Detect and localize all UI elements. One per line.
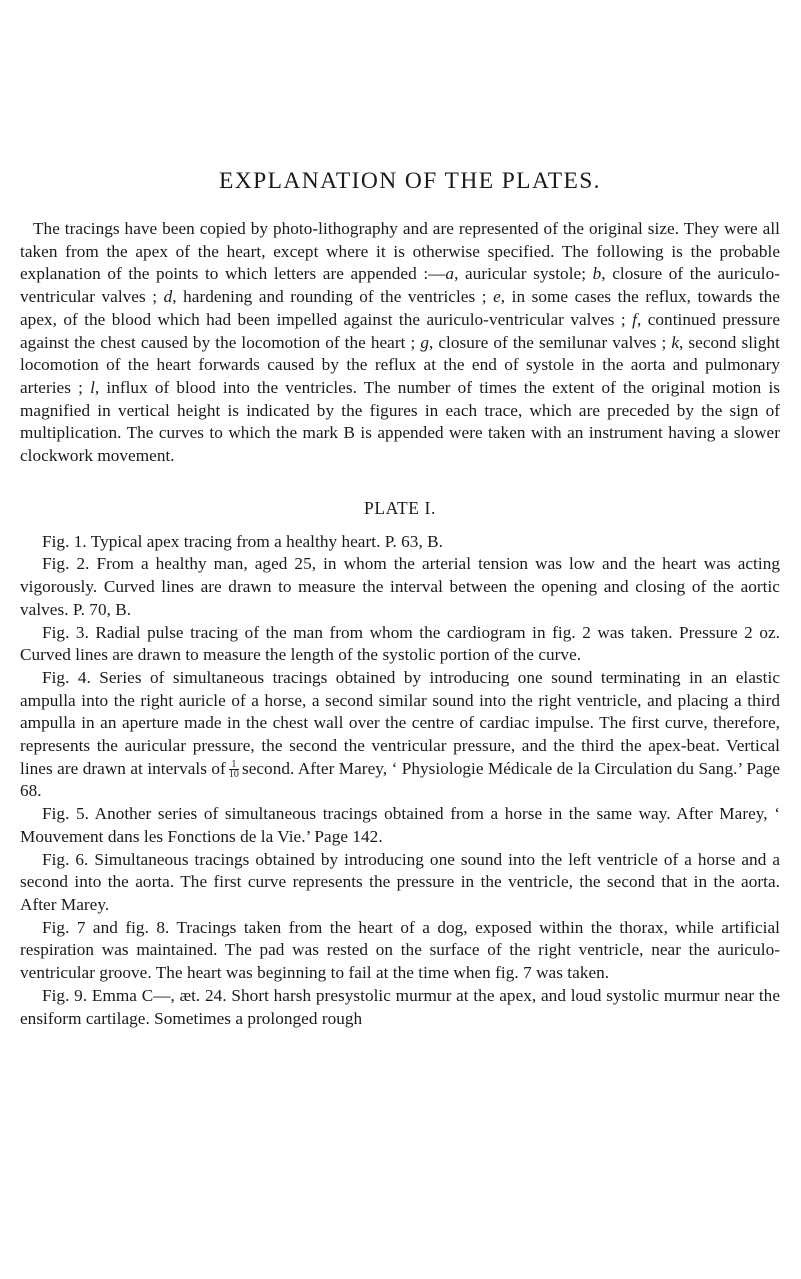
- fig-4-text: Fig. 4. Series of simultaneous tracings obtained by introducing one sound terminating in an elastic ampulla into the right auricle of a horse, a second similar sound into the right ventricle, and placing a third ampulla in an aperture made in the chest wall over the centre of cardiac impulse. The first curve, therefore, represents the auricular pressure, the second the ventricular pressure, and the third the apex-beat. Vertical lines are drawn at intervals of: [20, 667, 780, 778]
- document-page: [20, 168, 780, 1030]
- fig-9-caption: Fig. 9. Emma C—, æt. 24. Short harsh presystolic murmur at the apex, and loud systolic murmur near the ensiform cartilage. Sometimes a prolonged rough: [20, 985, 780, 1028]
- intro-text: , auricular systole;: [454, 264, 593, 284]
- intro-text: , influx of blood into the ventricles. The number of times the extent of the original motion is magnified in vertical height is indicated by the figures in each trace, which are preceded by the sign of multiplication. The curves to which the mark B is appended were taken with an instrument having a slower clockwork movement.: [20, 377, 781, 466]
- fig-3-caption: Fig. 3. Radial pulse tracing of the man from whom the cardiogram in fig. 2 was taken. Pressure 2 oz. Curved lines are drawn to measure the length of the systolic portion of the curve.: [20, 622, 780, 665]
- fig-6-caption: Fig. 6. Simultaneous tracings obtained by introducing one sound into the left ventricle of a horse and a second into the aorta. The first curve represents the pressure in the ventricle, the second that in the aorta. After Marey.: [20, 849, 780, 914]
- fig-4-caption: [20, 667, 780, 803]
- fraction-numerator: 1: [229, 760, 239, 770]
- letter-e: e: [493, 287, 501, 307]
- fraction-denominator: 10: [228, 769, 239, 781]
- fig-5-caption: Fig. 5. Another series of simultaneous tracings obtained from a horse in the same way. After Marey, ‘ Mouvement dans les Fonctions de la Vie.’ Page 142.: [20, 804, 780, 846]
- fig-4-text: second. After Marey, ‘ Physiologie Médicale de la Circulation du Sang.’ Page 68.: [20, 758, 780, 801]
- letter-l: l: [90, 377, 95, 397]
- intro-paragraph: [20, 218, 780, 468]
- fraction-one-tenth: [229, 760, 239, 779]
- letter-d: d: [163, 287, 173, 307]
- intro-text: The tracings have been copied by photo-lithography and are represented of the original size. They were all taken from the apex of the heart, except where it is otherwise specified. The following is the probable explanation of the points to which letters are appended :—: [20, 219, 780, 284]
- letter-k: k: [671, 332, 680, 352]
- letter-f: f: [632, 309, 637, 329]
- intro-text: , hardening and rounding of the ventricles ;: [172, 287, 494, 307]
- intro-text: , second slight locomotion of the heart forwards caused by the reflux at the end of systole in the aorta and pulmonary arteries ;: [20, 332, 780, 397]
- letter-g: g: [420, 332, 429, 352]
- intro-text: , continued pressure against the chest caused by the locomotion of the heart ;: [20, 309, 781, 352]
- intro-text: , in some cases the reflux, towards the apex, of the blood which had been impelled against the auriculo-ventricular valves ;: [20, 287, 780, 329]
- fig-1-caption: Fig. 1. Typical apex tracing from a healthy heart. P. 63, B.: [42, 531, 443, 551]
- intro-text: , closure of the auriculo-ventricular valves ;: [20, 264, 780, 307]
- page-title: EXPLANATION OF THE PLATES.: [219, 168, 601, 194]
- letter-b: b: [592, 264, 602, 284]
- fig-2-caption: Fig. 2. From a healthy man, aged 25, in whom the arterial tension was low and the heart was acting vigorously. Curved lines are drawn to measure the interval between the opening and closing of the aortic valves. P. 70, B.: [20, 554, 780, 619]
- intro-text: , closure of the semilunar valves ;: [429, 332, 672, 352]
- plate-heading: PLATE I.: [364, 497, 436, 518]
- letter-a: a: [445, 264, 455, 284]
- fig-7-8-caption: Fig. 7 and fig. 8. Tracings taken from the heart of a dog, exposed within the thorax, while artificial respiration was maintained. The pad was rested on the surface of the right ventricle, near the auriculo-ventricular groove. The heart was beginning to fail at the time when fig. 7 was taken.: [20, 917, 780, 983]
